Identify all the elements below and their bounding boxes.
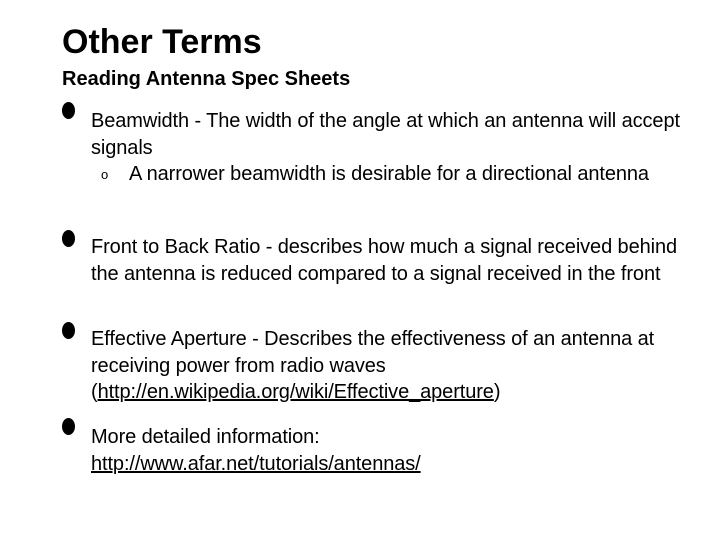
paren-open: ( [91,381,98,403]
bullet-more-info-text: More detailed information: [91,426,320,448]
paren-close: ) [493,381,501,403]
bullet-dot-icon [62,230,75,247]
bullet-beamwidth [91,108,701,188]
sub-bullet-beamwidth [101,161,701,188]
bullet-more-info [91,424,701,477]
bullet-front-to-back [91,234,701,287]
afar-tutorial-link[interactable]: http://www.afar.net/tutorials/antennas/ [91,452,421,475]
bullet-dot-icon [62,102,75,119]
aperture-link-line [91,379,701,406]
slide-title: Other Terms [62,23,262,61]
bullet-front-to-back-text: Front to Back Ratio - describes how much a signal received behind the antenna is reduced compared to a signal received in the front [91,236,678,285]
sub-bullet-text: A narrower beamwidth is desirable for a directional antenna [129,163,649,185]
bullet-beamwidth-text: Beamwidth - The width of the angle at which an antenna will accept signals [91,110,680,159]
bullet-effective-aperture-text: Effective Aperture - Describes the effectiveness of an antenna at receiving power from radio waves [91,328,655,377]
wikipedia-link[interactable]: http://en.wikipedia.org/wiki/Effective_aperture [97,381,494,403]
bullet-dot-icon [62,322,75,339]
bullet-effective-aperture [91,326,701,406]
hollow-circle-bullet-icon: o [101,167,109,182]
slide-subtitle: Reading Antenna Spec Sheets [62,68,351,90]
bullet-dot-icon [62,418,75,435]
